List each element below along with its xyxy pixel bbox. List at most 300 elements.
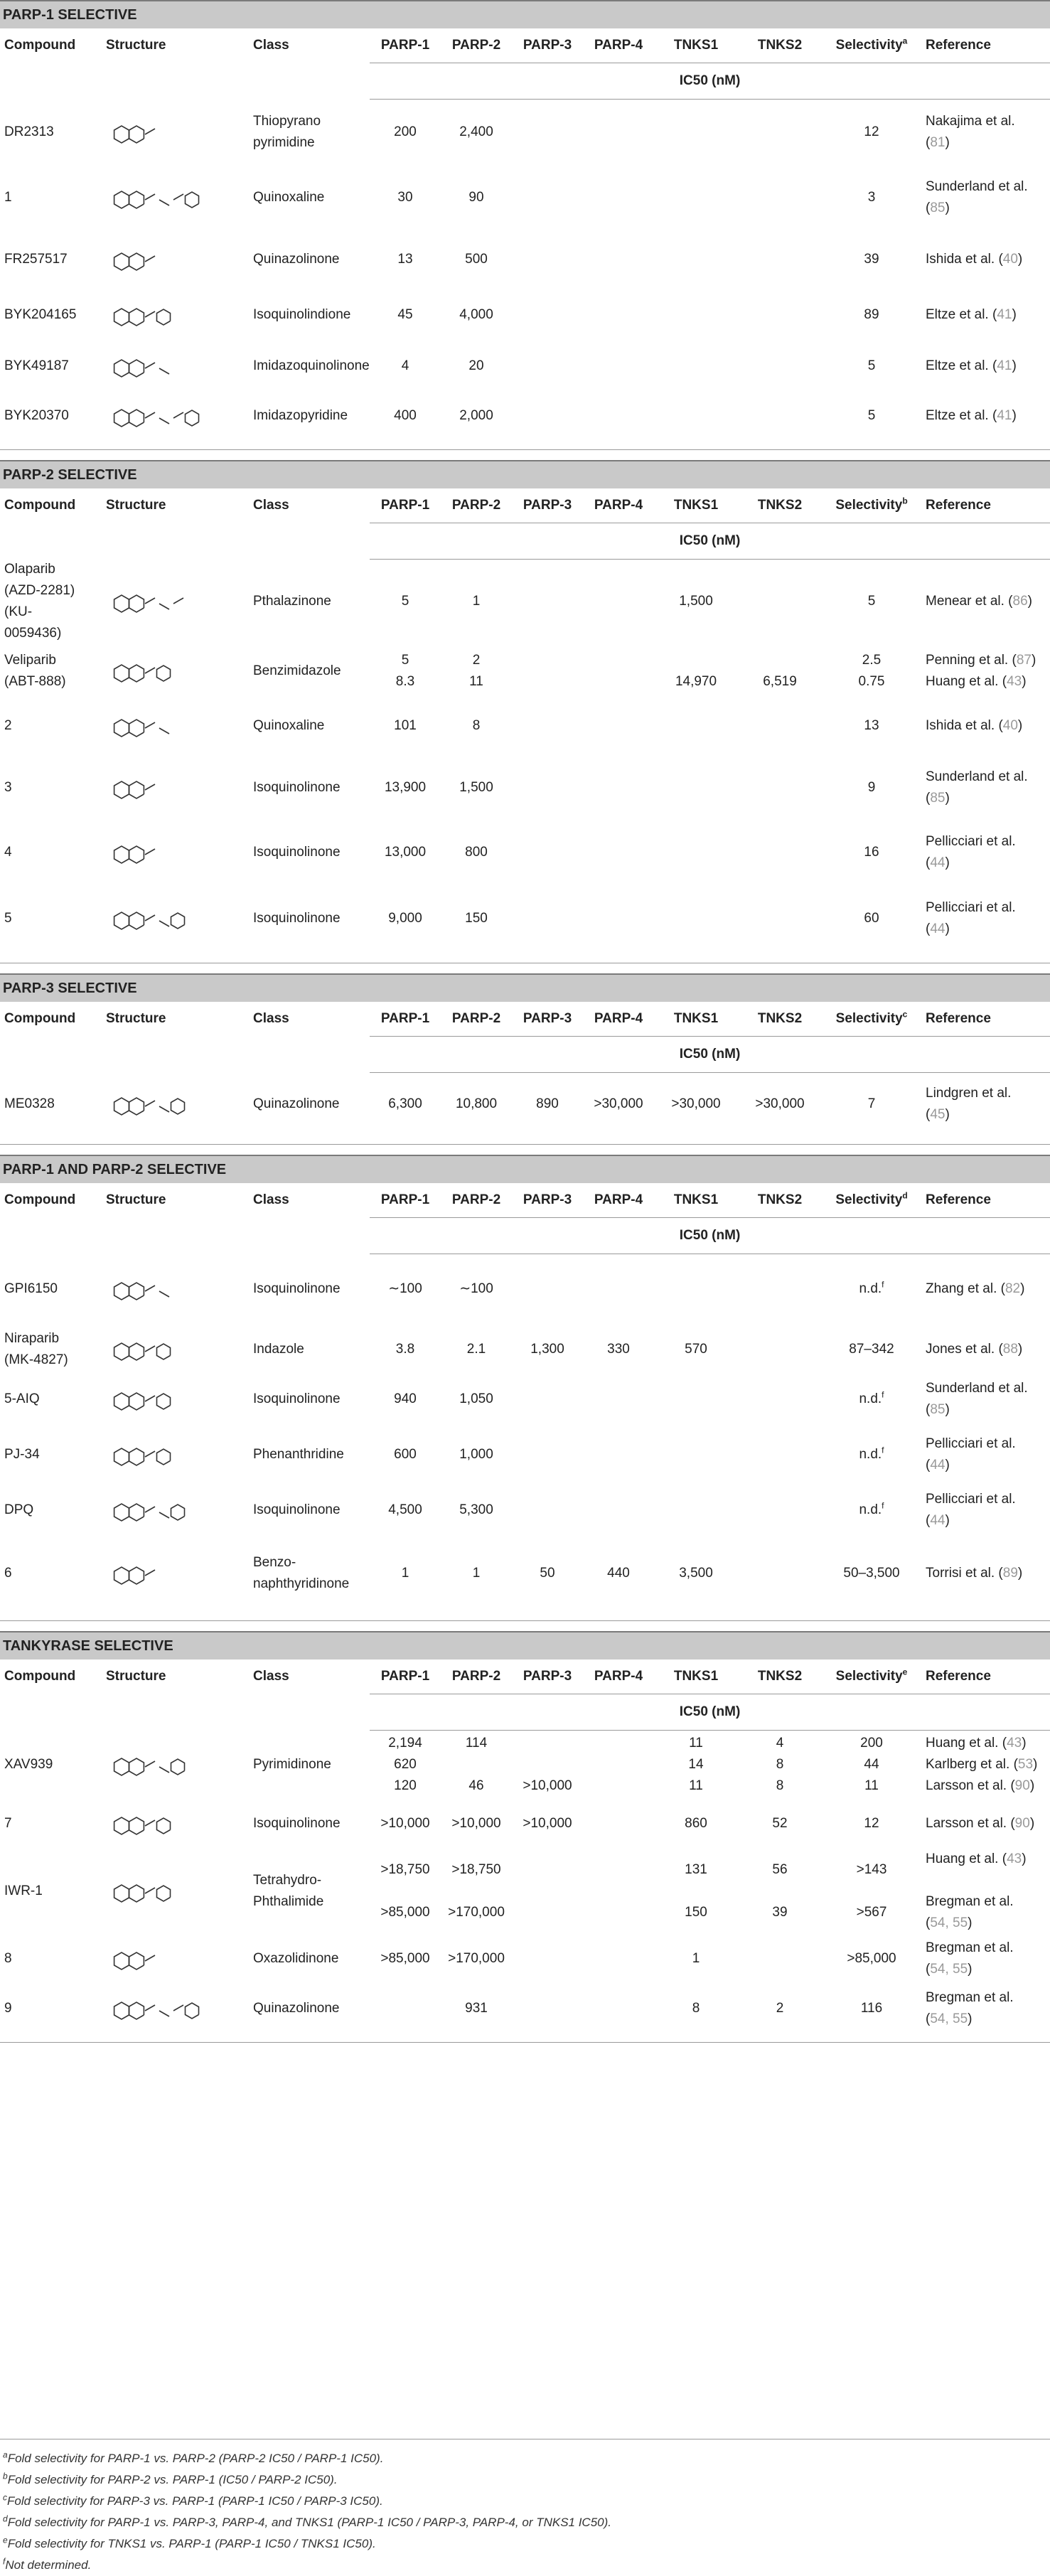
compound-name [0, 754, 102, 822]
compound-class [249, 341, 370, 391]
ic50-t2 [738, 1254, 822, 1325]
reference-cell [921, 1934, 1050, 1984]
reference-text: Karlberg et al. ( [926, 1756, 1018, 1772]
compound-class [249, 1374, 370, 1424]
compound-name [0, 1374, 102, 1424]
column-header-compound [0, 1002, 102, 1037]
ic50-p3 [512, 1485, 583, 1535]
table-row [0, 1424, 1050, 1485]
structure-cell [102, 1073, 249, 1135]
reference-cell [921, 1731, 1050, 1799]
reference-text: ) [1012, 407, 1017, 423]
selectivity-text: 116 [860, 2000, 883, 2016]
ic50-value: 2,400 [459, 124, 493, 139]
selectivity-text: 12 [864, 1815, 879, 1831]
selectivity-value [822, 230, 921, 289]
structure-cell [102, 754, 249, 822]
reference-text: ) [1022, 674, 1027, 689]
ic50-value: >85,000 [380, 1904, 430, 1920]
reference-link[interactable]: 43 [1007, 1851, 1022, 1866]
reference-link[interactable]: 90 [1014, 1778, 1030, 1793]
ic50-t2 [738, 1799, 822, 1849]
isoquinolinone-ester2-icon [106, 894, 241, 944]
ic50-t2 [738, 391, 822, 441]
reference-text: ) [1022, 1735, 1027, 1751]
selectivity-value [822, 1731, 921, 1799]
column-header-parp2 [441, 1183, 512, 1218]
ic50-p4 [583, 1325, 654, 1374]
reference-text: Zhang et al. ( [926, 1281, 1005, 1297]
compound-class [249, 1535, 370, 1612]
reference-link[interactable]: 43 [1007, 1735, 1022, 1751]
ic50-p4 [583, 1799, 654, 1849]
selectivity-value [822, 100, 921, 165]
reference-text: Lindgren et al. [926, 1085, 1012, 1101]
column-header-structure [102, 28, 249, 63]
header-label: Class [253, 38, 289, 53]
compound-name [0, 1731, 102, 1799]
reference-cell [921, 1254, 1050, 1325]
ic50-value: 1 [692, 1950, 700, 1966]
column-header-row [0, 488, 1050, 523]
ic50-p2 [441, 559, 512, 644]
compound-name [0, 1485, 102, 1535]
header-label: PARP-2 [451, 497, 501, 513]
header-label: Structure [106, 497, 166, 513]
header-label: Compound [4, 38, 76, 53]
ic50-value: 2,000 [459, 407, 493, 423]
reference-cell [921, 754, 1050, 822]
spacer [0, 1621, 1050, 1632]
ic50-p2 [441, 644, 512, 698]
selectivity-value [822, 1073, 921, 1135]
ic50-t1 [654, 1799, 738, 1849]
selectivity-text: 200 [860, 1735, 883, 1751]
reference-text: Huang et al. ( [926, 1735, 1007, 1751]
reference-text: ) [1012, 306, 1017, 322]
header-label: Structure [106, 1669, 166, 1684]
class-line: naphthyridinone [253, 1576, 350, 1591]
selectivity-value [822, 1934, 921, 1984]
header-label: Selectivity [835, 38, 903, 53]
reference-cell [921, 1424, 1050, 1485]
ic50-p2 [441, 1535, 512, 1612]
section-header [0, 1632, 1050, 1660]
reference-link[interactable]: 53 [1017, 1756, 1034, 1772]
selectivity-value [822, 391, 921, 441]
ic50-value: 800 [465, 845, 488, 860]
reference-link[interactable]: 54, 55 [930, 2011, 968, 2026]
ic50-value: 2 [472, 653, 481, 668]
column-header-row [0, 1660, 1050, 1694]
compound-class [249, 822, 370, 883]
selectivity-value [822, 559, 921, 644]
ic50-t1 [654, 822, 738, 883]
ic50-value: 8.3 [395, 674, 415, 689]
reference-text: ) [945, 1402, 950, 1417]
reference-link[interactable]: 45 [930, 1106, 945, 1122]
column-header-parp3 [512, 1660, 583, 1694]
ic50-p2 [441, 289, 512, 341]
header-label: Reference [926, 38, 991, 53]
column-header-compound [0, 1660, 102, 1694]
me0328-icon [106, 1079, 241, 1129]
ic50-value: 10,800 [455, 1096, 498, 1111]
selectivity-value [822, 1535, 921, 1612]
ic50-p1 [370, 883, 441, 954]
ic50-value: 400 [394, 407, 417, 423]
class-line: Benzimidazole [253, 663, 341, 678]
column-header-parp1 [370, 1660, 441, 1694]
reference-link[interactable]: 44 [930, 1513, 945, 1528]
ic50-p1 [370, 1799, 441, 1849]
footnote [0, 2448, 1050, 2469]
reference-link[interactable]: 85 [930, 200, 945, 215]
column-header-parp4 [583, 1002, 654, 1037]
header-label: PARP-2 [451, 38, 501, 53]
ic50-p1 [370, 391, 441, 441]
ic50-value: ∼100 [459, 1281, 493, 1297]
ic50-t2 [738, 1424, 822, 1485]
column-header-parp1 [370, 488, 441, 523]
ic50-p1 [370, 1849, 441, 1934]
selectivity-text: 87–342 [849, 1342, 894, 1357]
reference-text: Larsson et al. ( [926, 1815, 1015, 1831]
structure-cell [102, 165, 249, 230]
ic50-t1 [654, 698, 738, 754]
column-header-parp4 [583, 28, 654, 63]
blank [0, 1037, 370, 1073]
reference-cell [921, 1485, 1050, 1535]
ic50-units-row [0, 1037, 1050, 1073]
ic50-units-row [0, 523, 1050, 559]
ic50-p4 [583, 1485, 654, 1535]
structure-cell [102, 1849, 249, 1934]
table-row [0, 230, 1050, 289]
ic50-p3 [512, 1731, 583, 1799]
class-line: Isoquinolinone [253, 1815, 341, 1831]
header-label: PARP-3 [523, 1192, 572, 1207]
class-line: Benzo- [253, 1555, 296, 1570]
header-label: PARP-3 [523, 1011, 572, 1026]
class-line: Isoquinolinone [253, 1281, 341, 1296]
header-label: Structure [106, 1192, 166, 1207]
ic50-p2 [441, 1325, 512, 1374]
header-label: PARP-3 [523, 38, 572, 53]
column-header-parp4 [583, 488, 654, 523]
ic50-p2 [441, 883, 512, 954]
reference-link[interactable]: 82 [1005, 1281, 1021, 1297]
ic50-p3 [512, 1374, 583, 1424]
reference-cell [921, 1374, 1050, 1424]
header-label: PARP-2 [451, 1192, 501, 1207]
isoquinolinone-7-icon [106, 1799, 241, 1849]
reference-text: ) [945, 200, 950, 215]
ic50-p1 [370, 1374, 441, 1424]
ic50-value: >18,750 [380, 1861, 430, 1877]
table-row [0, 1374, 1050, 1424]
5-aiq-icon [106, 1374, 241, 1424]
class-line: Isoquinolinone [253, 1391, 341, 1406]
reference-text: ) [1029, 1815, 1035, 1831]
section-end-rule [0, 2033, 1050, 2043]
ic50-value: 11 [689, 1778, 703, 1793]
table-row [0, 644, 1050, 698]
reference-link[interactable]: 41 [997, 407, 1012, 423]
ic50-p2 [441, 1731, 512, 1799]
ic50-value: 570 [685, 1342, 707, 1357]
column-header-parp3 [512, 488, 583, 523]
header-label: Compound [4, 1669, 76, 1684]
compound-class [249, 883, 370, 954]
compound-line: BYK20370 [4, 407, 69, 423]
class-line: Phenanthridine [253, 1447, 344, 1462]
ic50-p2 [441, 1254, 512, 1325]
ic50-t2 [738, 230, 822, 289]
ic50-value: >30,000 [671, 1096, 721, 1111]
reference-cell [921, 289, 1050, 341]
reference-link[interactable]: 85 [930, 791, 945, 806]
column-header-class [249, 28, 370, 63]
ic50-p4 [583, 644, 654, 698]
reference-cell [921, 230, 1050, 289]
reference-cell [921, 883, 1050, 954]
reference-link[interactable]: 43 [1007, 674, 1022, 689]
rule [0, 2033, 1050, 2043]
table-row [0, 698, 1050, 754]
reference-text: ) [1031, 653, 1036, 668]
reference-text: Eltze et al. ( [926, 407, 997, 423]
reference-text: ( [926, 1513, 931, 1528]
compound-line: 9 [4, 2000, 12, 2016]
reference-cell [921, 698, 1050, 754]
reference-link[interactable]: 54, 55 [930, 1961, 968, 1977]
reference-link[interactable]: 54, 55 [930, 1915, 968, 1930]
ic50-p1 [370, 754, 441, 822]
ic50-p4 [583, 883, 654, 954]
reference-link[interactable]: 81 [930, 134, 945, 150]
reference-text: ( [926, 1402, 931, 1417]
compound-class [249, 1325, 370, 1374]
reference-text: Ishida et al. ( [926, 718, 1003, 733]
footnote-text: Fold selectivity for PARP-2 vs. PARP-1 (IC50 / PARP-2 IC50). [7, 2473, 338, 2486]
selectivity-text: 16 [864, 845, 879, 860]
column-header-compound [0, 1183, 102, 1218]
column-header-tnks2 [738, 1183, 822, 1218]
reference-link[interactable]: 89 [1002, 1566, 1018, 1581]
ic50-t2 [738, 1934, 822, 1984]
structure-cell [102, 289, 249, 341]
ic50-value: >10,000 [380, 1815, 430, 1831]
compound-line: (KU- [4, 604, 33, 619]
table-row [0, 1934, 1050, 1984]
structure-cell [102, 1535, 249, 1612]
compound-class [249, 391, 370, 441]
section-spacer [0, 963, 1050, 975]
reference-text: ) [1017, 718, 1023, 733]
compound-name [0, 883, 102, 954]
ic50-p2 [441, 1984, 512, 2033]
ic50-value: 14,970 [675, 674, 717, 689]
reference-link[interactable]: 88 [1002, 1342, 1018, 1357]
reference-text: ) [945, 1513, 950, 1528]
column-header-structure [102, 1660, 249, 1694]
ic50-value: >18,750 [451, 1861, 501, 1877]
structure-cell [102, 559, 249, 644]
reference-link[interactable]: 90 [1014, 1815, 1030, 1831]
ic50-t1 [654, 1254, 738, 1325]
reference-link[interactable]: 87 [1016, 653, 1032, 668]
ic50-value: 20 [468, 358, 484, 373]
ic50-value: 1 [472, 594, 481, 609]
ic50-t1 [654, 391, 738, 441]
column-header-parp4 [583, 1183, 654, 1218]
reference-link[interactable]: 44 [930, 855, 945, 870]
ic50-value: 101 [394, 718, 417, 733]
compound-line: Niraparib [4, 1331, 60, 1346]
section-end-rule [0, 1612, 1050, 1621]
table-row [0, 822, 1050, 883]
ic50-label-text: IC50 (nM) [679, 1047, 741, 1062]
table-row [0, 1731, 1050, 1799]
column-header-tnks2 [738, 1002, 822, 1037]
reference-text: Bregman et al. [926, 1893, 1014, 1909]
ic50-value: 1,500 [459, 780, 493, 795]
header-label: PARP-2 [451, 1011, 501, 1026]
reference-text: ) [1033, 1756, 1038, 1772]
ic50-p3 [512, 289, 583, 341]
ic50-value: 4 [776, 1735, 784, 1751]
ic50-p1 [370, 289, 441, 341]
class-line: Isoquinolinone [253, 780, 341, 795]
selectivity-text: >85,000 [847, 1950, 896, 1966]
ic50-p1 [370, 1073, 441, 1135]
reference-text: ( [926, 791, 931, 806]
ic50-p3 [512, 1254, 583, 1325]
ic50-value: 90 [468, 189, 484, 205]
header-label: TNKS2 [757, 1011, 803, 1026]
column-header-row [0, 28, 1050, 63]
structure-cell [102, 1424, 249, 1485]
reference-link[interactable]: 44 [930, 921, 945, 936]
selectivity-text: 9 [867, 780, 876, 795]
selectivity-text: n.d. [859, 1281, 882, 1297]
ic50-value: 46 [468, 1778, 484, 1793]
column-header-tnks1 [654, 1183, 738, 1218]
blank [0, 63, 370, 100]
imidazopyridine-icon [106, 391, 241, 441]
reference-text: ( [926, 1961, 931, 1977]
column-header-reference [921, 488, 1050, 523]
reference-text: Sunderland et al. [926, 178, 1028, 194]
reference-link[interactable]: 44 [930, 1458, 945, 1473]
ic50-value: >170,000 [448, 1904, 505, 1920]
footnote-text: Fold selectivity for TNKS1 vs. PARP-1 (PARP-1 IC50 / TNKS1 IC50). [7, 2537, 376, 2550]
ic50-p2 [441, 1424, 512, 1485]
reference-link[interactable]: 85 [930, 1402, 945, 1417]
selectivity-value [822, 1849, 921, 1934]
column-header-parp2 [441, 488, 512, 523]
compound-class [249, 100, 370, 165]
ic50-p2 [441, 341, 512, 391]
ic50-p4 [583, 1535, 654, 1612]
ic50-value: 330 [607, 1342, 630, 1357]
reference-cell [921, 1849, 1050, 1934]
ic50-units-row [0, 1694, 1050, 1731]
structure-cell [102, 822, 249, 883]
column-header-tnks1 [654, 1002, 738, 1037]
column-header-structure [102, 1002, 249, 1037]
compound-line: IWR-1 [4, 1883, 43, 1898]
compound-name [0, 1849, 102, 1934]
ic50-p4 [583, 1849, 654, 1934]
ic50-t2 [738, 165, 822, 230]
header-label: Reference [926, 1011, 991, 1026]
ic50-label-text: IC50 (nM) [679, 1704, 741, 1719]
class-line: Thiopyrano [253, 113, 321, 129]
ic50-units-row [0, 63, 1050, 100]
table-row [0, 1325, 1050, 1374]
ic50-p1 [370, 1485, 441, 1535]
reference-link[interactable]: 40 [1002, 718, 1018, 733]
selectivity-text: n.d. [859, 1447, 882, 1462]
ic50-value: 150 [685, 1904, 707, 1920]
footnote-rule [0, 2439, 1050, 2448]
header-label: PARP-3 [523, 497, 572, 513]
compound-name [0, 1984, 102, 2033]
ic50-p4 [583, 1073, 654, 1135]
header-label: TNKS2 [757, 497, 803, 513]
compound-class [249, 1984, 370, 2033]
blank [0, 523, 370, 559]
footnote-text: Fold selectivity for PARP-3 vs. PARP-1 (PARP-1 IC50 / PARP-3 IC50). [7, 2494, 383, 2508]
compound-line: 5 [4, 911, 12, 926]
column-header-parp1 [370, 1002, 441, 1037]
class-line: Quinazolinone [253, 2000, 340, 2016]
column-header-selectivity [822, 28, 921, 63]
ic50-value: 6,300 [388, 1096, 422, 1111]
ic50-t1 [654, 1325, 738, 1374]
reference-text: Penning et al. ( [926, 653, 1017, 668]
section-title-text: TANKYRASE SELECTIVE [3, 1638, 173, 1654]
ic50-label [370, 1037, 1050, 1073]
footnote-mark: c [3, 2492, 7, 2503]
reference-link[interactable]: 40 [1002, 251, 1018, 267]
reference-text: Bregman et al. [926, 1989, 1014, 2005]
reference-link[interactable]: 41 [997, 358, 1012, 373]
reference-link[interactable]: 41 [997, 306, 1012, 322]
footnote-mark: e [3, 2535, 8, 2545]
compound-line: 7 [4, 1815, 12, 1831]
section-title-text: PARP-3 SELECTIVE [3, 980, 137, 996]
class-line: Imidazopyridine [253, 407, 348, 423]
class-line: Quinoxaline [253, 718, 325, 733]
reference-link[interactable]: 86 [1012, 594, 1028, 609]
table-row [0, 1073, 1050, 1135]
header-label: Structure [106, 38, 166, 53]
header-label: Selectivity [835, 1192, 903, 1207]
ic50-value: >10,000 [523, 1778, 572, 1793]
compound-line: XAV939 [4, 1756, 53, 1772]
ic50-p4 [583, 1934, 654, 1984]
ic50-t1 [654, 341, 738, 391]
spacer [0, 449, 1050, 461]
header-label: TNKS2 [757, 1192, 803, 1207]
compound-class [249, 1073, 370, 1135]
ic50-value: 3.8 [395, 1342, 415, 1357]
table-row [0, 754, 1050, 822]
footnote-mark: f [882, 1500, 884, 1511]
